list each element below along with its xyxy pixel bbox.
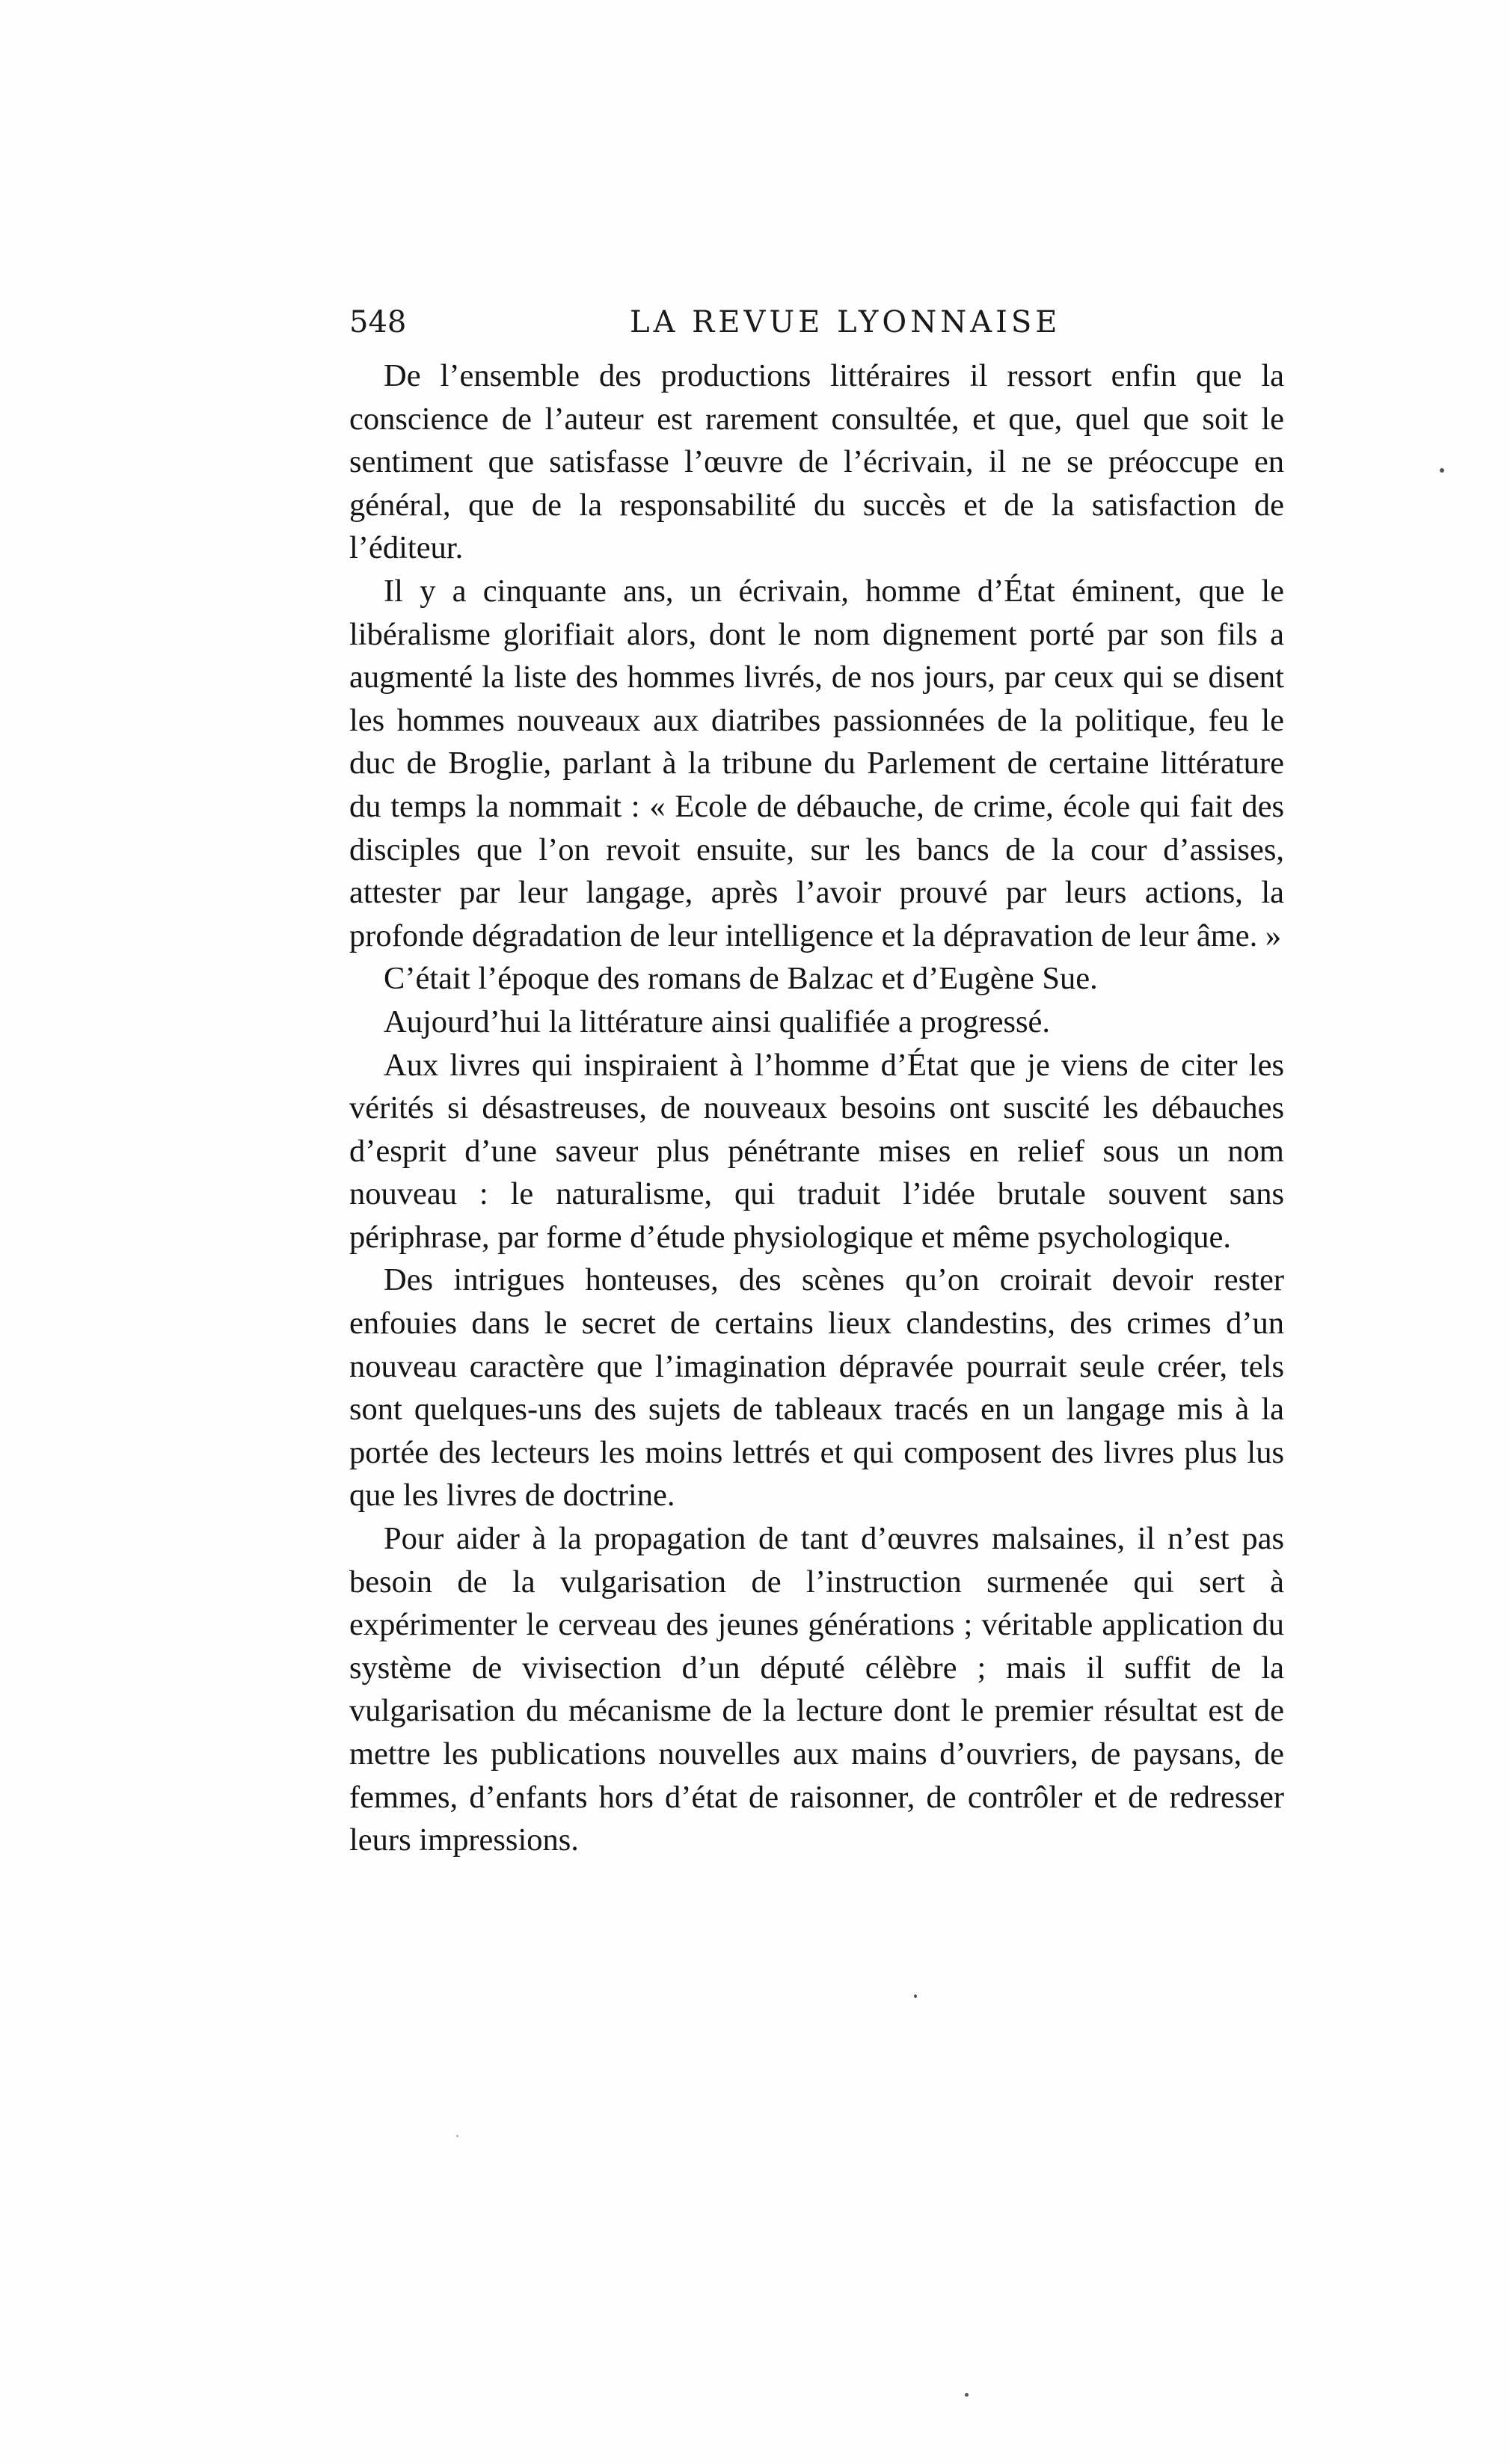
paragraph: C’était l’époque des romans de Balzac et d’Eugène Sue.: [384, 961, 1098, 997]
running-title: LA REVUE LYONNAISE: [630, 305, 1061, 340]
scan-speck: [965, 2393, 969, 2397]
paragraph: Des intrigues honteuses, des scènes qu’on croirait devoir rester enfouies dans le secret de certains lieux clandestins, des crimes d’un nouveau caractère que l’imagination dépravée pourrait seule créer, tels sont quelques-uns des sujets de tableaux tracés en un langage mis à la portée des lecteurs les moins lettrés et qui composent des livres plus lus que les livres de doctrine.: [349, 1262, 1284, 1514]
paragraph: De l’ensemble des productions littéraires il ressort enfin que la conscience de l’auteur est rarement consultée, et que, quel que soit le sentiment que satisfasse l’œuvre de l’écrivain, il ne se préoccupe en général, que de la responsabilité du succès et de la satisfaction de l’éditeur.: [349, 358, 1284, 566]
paragraph: Aux livres qui inspiraient à l’homme d’État que je viens de citer les vérités si désastreuses, de nouveaux besoins ont suscité les débauches d’esprit d’une saveur plus pénétrante mises en relief sous un nom nouveau : le naturalisme, qui traduit l’idée brutale souvent sans périphrase, par forme d’étude physiologique et même psychologique.: [349, 1047, 1284, 1255]
scan-speck: [1440, 468, 1444, 473]
scan-speck: [914, 1994, 917, 1998]
paragraph: Aujourd’hui la littérature ainsi qualifiée a progressé.: [384, 1004, 1051, 1039]
page-number: 548: [349, 305, 407, 340]
body-text: [349, 354, 1284, 1862]
page-header: [349, 299, 1284, 344]
paragraph: Il y a cinquante ans, un écrivain, homme d’État éminent, que le libéralisme glorifiait alors, dont le nom dignement porté par son fils a augmenté la liste des hommes livrés, de nos jours, par ceux qui se disent les hommes nouveaux aux diatribes passionnées de la politique, feu le duc de Broglie, parlant à la tribune du Parlement de certaine littérature du temps la nommait : « Ecole de débauche, de crime, école qui fait des disciples que l’on revoit ensuite, sur les bancs de la cour d’assises, attester par leur langage, après l’avoir prouvé par leurs actions, la profonde dégradation de leur intelligence et la dépravation de leur âme. »: [349, 573, 1284, 953]
paragraph: Pour aider à la propagation de tant d’œuvres malsaines, il n’est pas besoin de la vulgarisation de l’instruction surmenée qui sert à expérimenter le cerveau des jeunes générations ; véritable application du système de vivisection d’un député célèbre ; mais il suffit de la vulgarisation du mécanisme de la lecture dont le premier résultat est de mettre les publications nouvelles aux mains d’ouvriers, de paysans, de femmes, d’enfants hors d’état de raisonner, de contrôler et de redresser leurs impressions.: [349, 1521, 1284, 1858]
scan-speck: [456, 2135, 458, 2137]
